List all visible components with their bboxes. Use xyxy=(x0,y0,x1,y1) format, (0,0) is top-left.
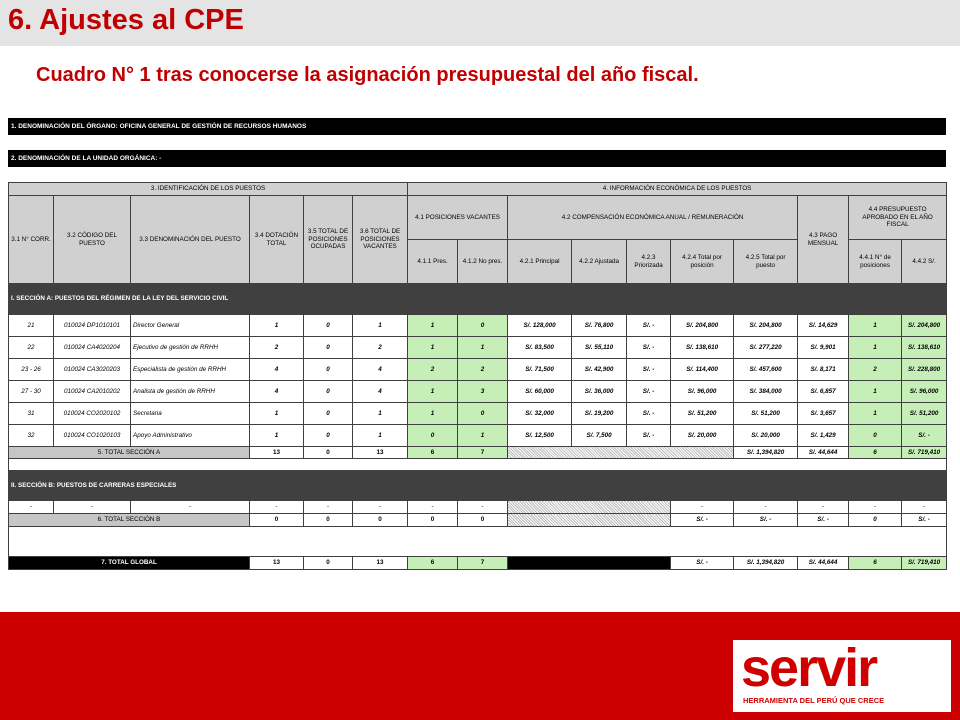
row-ocupadas: 0 xyxy=(304,425,353,447)
header-posiciones-vacantes: 4.1 POSICIONES VACANTES xyxy=(408,196,508,240)
total-a-vacantes: 13 xyxy=(353,447,408,459)
row-priorizada: S/. - xyxy=(627,403,671,425)
header-n-posiciones: 4.4.1 N° de posiciones xyxy=(849,240,902,284)
global-total-posicion: S/. - xyxy=(671,557,734,570)
row-no-pres: 3 xyxy=(458,381,508,403)
row-no-pres: 2 xyxy=(458,359,508,381)
b-no-pres: - xyxy=(458,501,508,514)
row-vacantes: 1 xyxy=(353,315,408,337)
header-dotacion: 3.4 DOTACIÓN TOTAL xyxy=(250,196,304,284)
row-pres: 1 xyxy=(408,381,458,403)
table-row xyxy=(9,403,947,425)
row-ocupadas: 0 xyxy=(304,381,353,403)
row-corr: 32 xyxy=(9,425,54,447)
header-ppto-soles: 4.4.2 S/. xyxy=(902,240,947,284)
row-total-posicion: S/. 96,000 xyxy=(671,381,734,403)
b-corr: - xyxy=(9,501,54,514)
global-n-posiciones: 6 xyxy=(849,557,902,570)
header-informacion-economica: 4. INFORMACIÓN ECONÓMICA DE LOS PUESTOS xyxy=(408,183,947,196)
b-codigo: - xyxy=(54,501,131,514)
row-ajustada: S/. 7,500 xyxy=(572,425,627,447)
row-codigo: 010024 DP1010101 xyxy=(54,315,131,337)
b-n-posiciones: - xyxy=(849,501,902,514)
b-pago-mensual: - xyxy=(798,501,849,514)
header-pago-mensual: 4.3 PAGO MENSUAL xyxy=(798,196,849,284)
row-principal: S/. 83,500 xyxy=(508,337,572,359)
row-pres: 2 xyxy=(408,359,458,381)
row-pres: 1 xyxy=(408,337,458,359)
row-codigo: 010024 CO2020102 xyxy=(54,403,131,425)
total-b-pago-mensual: S/. - xyxy=(798,514,849,527)
row-pago-mensual: S/. 3,657 xyxy=(798,403,849,425)
row-ppto: S/. 96,000 xyxy=(902,381,947,403)
spacer-row-2 xyxy=(9,527,947,557)
total-a-n-posiciones: 6 xyxy=(849,447,902,459)
row-ppto: S/. 51,200 xyxy=(902,403,947,425)
b-vacantes: - xyxy=(353,501,408,514)
slide-subtitle: Cuadro N° 1 tras conocerse la asignación presupuestal del año fiscal. xyxy=(36,64,699,86)
row-no-pres: 0 xyxy=(458,315,508,337)
organo-line: 1. DENOMINACIÓN DEL ÓRGANO: OFICINA GENERAL DE GESTIÓN DE RECURSOS HUMANOS xyxy=(8,118,946,135)
spacer-row xyxy=(9,459,947,471)
row-codigo: 010024 CA4020204 xyxy=(54,337,131,359)
row-ocupadas: 0 xyxy=(304,315,353,337)
row-pres: 0 xyxy=(408,425,458,447)
b-ocupadas: - xyxy=(304,501,353,514)
total-a-total-puesto: S/. 1,394,820 xyxy=(734,447,798,459)
row-dotacion: 2 xyxy=(250,337,304,359)
row-principal: S/. 32,000 xyxy=(508,403,572,425)
total-a-hatched xyxy=(508,447,734,459)
table-row xyxy=(9,381,947,403)
row-vacantes: 1 xyxy=(353,425,408,447)
row-pres: 1 xyxy=(408,315,458,337)
global-no-pres: 7 xyxy=(458,557,508,570)
row-total-posicion: S/. 204,800 xyxy=(671,315,734,337)
row-pago-mensual: S/. 8,171 xyxy=(798,359,849,381)
row-ajustada: S/. 42,900 xyxy=(572,359,627,381)
header-corr: 3.1 N° CORR. xyxy=(9,196,54,284)
global-vacantes: 13 xyxy=(353,557,408,570)
total-b-n-posiciones: 0 xyxy=(849,514,902,527)
total-a-dotacion: 13 xyxy=(250,447,304,459)
row-codigo: 010024 CA2010202 xyxy=(54,381,131,403)
row-pago-mensual: S/. 1,429 xyxy=(798,425,849,447)
total-a-pago-mensual: S/. 44,644 xyxy=(798,447,849,459)
header-total-posicion: 4.2.4 Total por posición xyxy=(671,240,734,284)
row-priorizada: S/. - xyxy=(627,315,671,337)
section-a-label: I. SECCIÓN A: PUESTOS DEL RÉGIMEN DE LA LEY DEL SERVICIO CIVIL xyxy=(9,284,947,315)
total-a-ocupadas: 0 xyxy=(304,447,353,459)
total-b-vacantes: 0 xyxy=(353,514,408,527)
b-pres: - xyxy=(408,501,458,514)
row-corr: 22 xyxy=(9,337,54,359)
section-b-row xyxy=(9,501,947,514)
global-pres: 6 xyxy=(408,557,458,570)
table-row xyxy=(9,315,947,337)
row-ocupadas: 0 xyxy=(304,403,353,425)
header-identificacion: 3. IDENTIFICACIÓN DE LOS PUESTOS xyxy=(9,183,408,196)
row-pago-mensual: S/. 14,629 xyxy=(798,315,849,337)
row-total-puesto: S/. 51,200 xyxy=(734,403,798,425)
total-a-pres: 6 xyxy=(408,447,458,459)
row-vacantes: 1 xyxy=(353,403,408,425)
header-codigo: 3.2 CÓDIGO DEL PUESTO xyxy=(54,196,131,284)
row-no-pres: 1 xyxy=(458,425,508,447)
row-total-puesto: S/. 277,220 xyxy=(734,337,798,359)
b-denominacion: - xyxy=(131,501,250,514)
row-ppto: S/. - xyxy=(902,425,947,447)
row-total-posicion: S/. 20,000 xyxy=(671,425,734,447)
row-priorizada: S/. - xyxy=(627,359,671,381)
header-total-puesto: 4.2.5 Total por puesto xyxy=(734,240,798,284)
cpe-table xyxy=(8,182,947,570)
row-corr: 21 xyxy=(9,315,54,337)
row-total-posicion: S/. 51,200 xyxy=(671,403,734,425)
row-ppto: S/. 204,800 xyxy=(902,315,947,337)
row-priorizada: S/. - xyxy=(627,337,671,359)
unidad-line: 2. DENOMINACIÓN DE LA UNIDAD ORGÁNICA: - xyxy=(8,150,946,167)
row-total-puesto: S/. 20,000 xyxy=(734,425,798,447)
total-a-label: 5. TOTAL SECCIÓN A xyxy=(9,447,250,459)
row-total-puesto: S/. 384,000 xyxy=(734,381,798,403)
header-ajustada: 4.2.2 Ajustada xyxy=(572,240,627,284)
row-ppto: S/. 228,800 xyxy=(902,359,947,381)
row-denominacion: Ejecutivo de gestión de RRHH xyxy=(131,337,250,359)
row-total-posicion: S/. 138,610 xyxy=(671,337,734,359)
total-a-ppto: S/. 719,410 xyxy=(902,447,947,459)
row-n-posiciones: 1 xyxy=(849,403,902,425)
section-b-label: II. SECCIÓN B: PUESTOS DE CARRERAS ESPECIALES xyxy=(9,471,947,501)
row-codigo: 010024 CA3020203 xyxy=(54,359,131,381)
servir-logo xyxy=(733,640,951,712)
row-no-pres: 1 xyxy=(458,337,508,359)
global-pago-mensual: S/. 44,644 xyxy=(798,557,849,570)
total-b-dotacion: 0 xyxy=(250,514,304,527)
row-n-posiciones: 1 xyxy=(849,337,902,359)
table-row xyxy=(9,337,947,359)
row-corr: 27 - 30 xyxy=(9,381,54,403)
row-principal: S/. 71,500 xyxy=(508,359,572,381)
logo-wordmark: servir xyxy=(741,638,877,698)
global-dark-block xyxy=(508,557,671,570)
row-pres: 1 xyxy=(408,403,458,425)
total-b-no-pres: 0 xyxy=(458,514,508,527)
row-ajustada: S/. 55,110 xyxy=(572,337,627,359)
row-pago-mensual: S/. 6,857 xyxy=(798,381,849,403)
row-total-posicion: S/. 114,400 xyxy=(671,359,734,381)
row-dotacion: 1 xyxy=(250,315,304,337)
row-denominacion: Especialista de gestión de RRHH xyxy=(131,359,250,381)
total-b-label: 6. TOTAL SECCIÓN B xyxy=(9,514,250,527)
table-row xyxy=(9,359,947,381)
row-codigo: 010024 CO1020103 xyxy=(54,425,131,447)
b-total-puesto: - xyxy=(734,501,798,514)
total-a-no-pres: 7 xyxy=(458,447,508,459)
title-bar xyxy=(0,0,960,46)
global-total-label: 7. TOTAL GLOBAL xyxy=(9,557,250,570)
row-principal: S/. 60,000 xyxy=(508,381,572,403)
row-n-posiciones: 1 xyxy=(849,381,902,403)
table-row xyxy=(9,425,947,447)
row-ajustada: S/. 19,200 xyxy=(572,403,627,425)
header-principal: 4.2.1 Principal xyxy=(508,240,572,284)
total-b-pres: 0 xyxy=(408,514,458,527)
header-vacantes: 3.6 TOTAL DE POSICIONES VACANTES xyxy=(353,196,408,284)
global-dotacion: 13 xyxy=(250,557,304,570)
row-principal: S/. 12,500 xyxy=(508,425,572,447)
b-ppto: - xyxy=(902,501,947,514)
b-hatched xyxy=(508,501,671,514)
total-b-hatched xyxy=(508,514,671,527)
row-n-posiciones: 0 xyxy=(849,425,902,447)
row-ajustada: S/. 36,000 xyxy=(572,381,627,403)
header-compensacion: 4.2 COMPENSACIÓN ECONÓMICA ANUAL / REMUNERACIÓN xyxy=(508,196,798,240)
header-presupuesto: 4.4 PRESUPUESTO APROBADO EN EL AÑO FISCAL xyxy=(849,196,947,240)
row-vacantes: 4 xyxy=(353,381,408,403)
row-ocupadas: 0 xyxy=(304,359,353,381)
global-total-puesto: S/. 1,394,820 xyxy=(734,557,798,570)
total-b-total-posicion: S/. - xyxy=(671,514,734,527)
header-denominacion: 3.3 DENOMINACIÓN DEL PUESTO xyxy=(131,196,250,284)
row-denominacion: Director General xyxy=(131,315,250,337)
row-ajustada: S/. 76,800 xyxy=(572,315,627,337)
row-no-pres: 0 xyxy=(458,403,508,425)
row-denominacion: Secretaria xyxy=(131,403,250,425)
slide-title: 6. Ajustes al CPE xyxy=(8,4,244,36)
row-total-puesto: S/. 457,600 xyxy=(734,359,798,381)
logo-tagline: HERRAMIENTA DEL PERÚ QUE CRECE xyxy=(743,696,885,705)
row-corr: 23 - 26 xyxy=(9,359,54,381)
row-denominacion: Apoyo Administrativo xyxy=(131,425,250,447)
row-vacantes: 4 xyxy=(353,359,408,381)
total-b-ppto: S/. - xyxy=(902,514,947,527)
row-pago-mensual: S/. 9,901 xyxy=(798,337,849,359)
row-total-puesto: S/. 204,800 xyxy=(734,315,798,337)
global-ppto: S/. 719,410 xyxy=(902,557,947,570)
total-b-ocupadas: 0 xyxy=(304,514,353,527)
row-dotacion: 1 xyxy=(250,425,304,447)
row-denominacion: Analista de gestión de RRHH xyxy=(131,381,250,403)
row-vacantes: 2 xyxy=(353,337,408,359)
row-dotacion: 4 xyxy=(250,381,304,403)
global-ocupadas: 0 xyxy=(304,557,353,570)
row-priorizada: S/. - xyxy=(627,425,671,447)
row-n-posiciones: 1 xyxy=(849,315,902,337)
b-dotacion: - xyxy=(250,501,304,514)
row-ocupadas: 0 xyxy=(304,337,353,359)
row-n-posiciones: 2 xyxy=(849,359,902,381)
b-total-posicion: - xyxy=(671,501,734,514)
row-ppto: S/. 138,610 xyxy=(902,337,947,359)
header-pres: 4.1.1 Pres. xyxy=(408,240,458,284)
row-priorizada: S/. - xyxy=(627,381,671,403)
header-no-pres: 4.1.2 No pres. xyxy=(458,240,508,284)
header-priorizada: 4.2.3 Priorizada xyxy=(627,240,671,284)
row-corr: 31 xyxy=(9,403,54,425)
total-b-total-puesto: S/. - xyxy=(734,514,798,527)
row-dotacion: 4 xyxy=(250,359,304,381)
row-principal: S/. 128,000 xyxy=(508,315,572,337)
row-dotacion: 1 xyxy=(250,403,304,425)
header-ocupadas: 3.5 TOTAL DE POSICIONES OCUPADAS xyxy=(304,196,353,284)
